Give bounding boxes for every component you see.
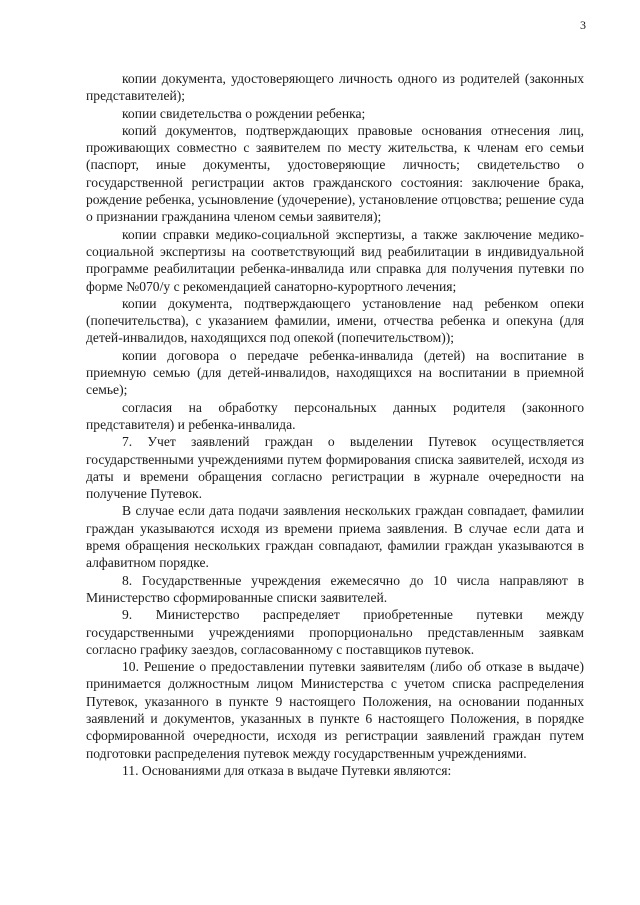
paragraph-guardianship: копии документа, подтверждающего установление над ребенком опеки (попечительства), с указанием фамилии, имени, отчества ребенка и опекуна (для детей-инвалидов, находящихся под опекой (попечительством)); [86, 295, 584, 346]
paragraph-parent-id: копии документа, удостоверяющего личность одного из родителей (законных представителей); [86, 71, 584, 104]
page-number: 3 [580, 18, 586, 32]
paragraph-item-11: 11. Основаниями для отказа в выдаче Путевки являются: [122, 762, 452, 778]
paragraph-item-10: 10. Решение о предоставлении путевки заявителям (либо об отказе в выдаче) принимается должностным лицом Министерства с учетом списка распределения Путевок, указанного в пункте 9 настоящего Положения, на основании поданных заявлений и документов, указанных в пункте 6 настоящего Положения, в порядке сформированной очередности, исходя из регистрации заявлений граждан путем подготовки распределения путевок между государственным учреждениями. [86, 659, 584, 761]
paragraph-item-7: 7. Учет заявлений граждан о выделении Путевок осуществляется государственными учреждениями путем формирования списка заявителей, исходя из даты и времени обращения согласно регистрации в журнале очередности на получение Путевок. [86, 434, 584, 502]
paragraph-foster-family: копии договора о передаче ребенка-инвалида (детей) на воспитание в приемную семью (для детей-инвалидов, находящихся на воспитании в приемной семье); [86, 347, 584, 398]
paragraph-birth-certificate: копии свидетельства о рождении ребенка; [122, 105, 366, 121]
paragraph-item-8: 8. Государственные учреждения ежемесячно до 10 числа направляют в Министерство сформированные списки заявителей. [86, 572, 584, 605]
paragraph-family-documents: копий документов, подтверждающих правовые основания отнесения лиц, проживающих совместно с заявителем по месту жительства, к членам его семьи (паспорт, иные документы, удостоверяющие личность; свидетельство о государственной регистрации актов гражданского состояния: заключение брака, рождение ребенка, усыновление (удочерение), установление отцовства; решение суда о признании гражданина членом семьи заявителя); [86, 122, 584, 225]
paragraph-medical-expertise: копии справки медико-социальной экспертизы, а также заключение медико-социальной экспертизы на соответствующий вид реабилитации в индивидуальной программе реабилитации ребенка-инвалида или справка для получения путевки по форме №070/у с рекомендацией санаторно-курортного лечения; [86, 226, 584, 294]
paragraph-item-9: 9. Министерство распределяет приобретенные путевки между государственными учреждениями пропорционально представленным заявкам согласно графику заездов, согласованному с поставщиков путевок. [86, 607, 584, 657]
document-body [86, 70, 584, 779]
paragraph-consent: согласия на обработку персональных данных родителя (законного представителя) и ребенка-инвалида. [86, 399, 584, 432]
paragraph-item-7-continued: В случае если дата подачи заявления нескольких граждан совпадает, фамилии граждан указываются исходя из времени приема заявления. В случае если дата и время обращения нескольких граждан совпадают, фамилии граждан указываются в алфавитном порядке. [86, 503, 584, 571]
